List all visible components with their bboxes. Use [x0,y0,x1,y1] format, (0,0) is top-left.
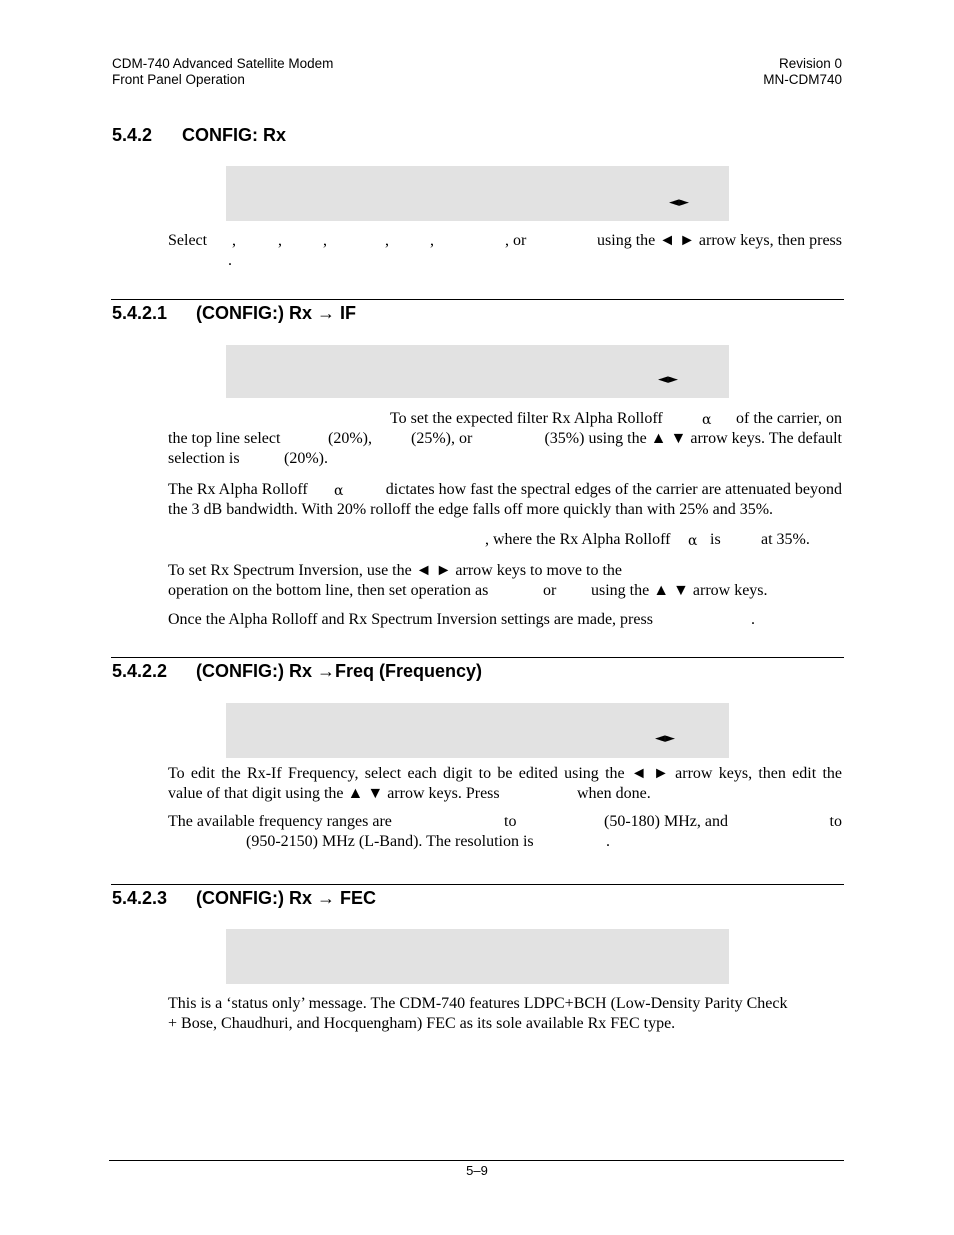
revision-label: Revision 0 [778,56,842,71]
section-heading-5-4-2 [112,125,286,146]
section-heading-5-4-2-1 [112,303,356,324]
section-divider [111,657,844,658]
section-divider [111,884,844,885]
paragraph: Select , , , , , , or using the ◄ ► arrow keys, then press . [168,232,842,269]
paragraph: To set Rx Spectrum Inversion, use the ◄ ► arrow keys to move to the operation on the bottom line, then set operation as or using the ▲ ▼ arrow keys. [168,562,768,599]
paragraph: To set the expected filter Rx Alpha Rolloff α of the carrier, on the top line select (20%), (25%), or (35%) using the ▲ ▼ arrow keys. The default selection is (20%). [168,410,842,467]
page-number: 5–9 [466,1163,488,1178]
left-right-arrows-icon: ◄► [655,731,675,746]
section-title: CONFIG: Rx [182,125,287,145]
section-number: 5.4.2.2 [112,661,168,681]
lcd-display [226,929,729,984]
section-divider [111,299,844,300]
lcd-display [226,703,729,758]
paragraph: The available frequency ranges are to (50-180) MHz, and to (950-2150) MHz (L-Band). The resolution is . [168,813,842,850]
paragraph: This is a ‘status only’ message. The CDM-740 features LDPC+BCH (Low-Density Parity Check + Bose, Chaudhuri, and Hocquengham) FEC as its sole available Rx FEC type. [168,995,788,1032]
alpha-symbol: α [702,412,712,428]
section-number: 5.4.2.1 [112,303,168,323]
section-title: (CONFIG:) Rx →Freq (Frequency) [196,661,483,681]
alpha-symbol: α [688,533,698,549]
section-title: (CONFIG:) Rx → FEC [196,888,376,908]
document-title: CDM-740 Advanced Satellite Modem [112,56,334,71]
paragraph: , where the Rx Alpha Rolloff α is at 35%. [485,531,810,549]
paragraph: To edit the Rx-If Frequency, select each digit to be edited using the ◄ ► arrow keys, then edit the value of that digit using the ▲ ▼ arrow keys. Press when done. [168,765,842,802]
section-title: (CONFIG:) Rx → IF [196,303,356,323]
section-number: 5.4.2.3 [112,888,168,908]
footer-divider [109,1160,844,1161]
lcd-display [226,345,729,398]
left-right-arrows-icon: ◄► [669,195,689,210]
lcd-display [226,166,729,221]
paragraph: The Rx Alpha Rolloff α dictates how fast the spectral edges of the carrier are attenuated beyond the 3 dB bandwidth. With 20% rolloff the edge falls off more quickly than with 25% and 35%. [168,481,842,518]
paragraph: Once the Alpha Rolloff and Rx Spectrum Inversion settings are made, press . [168,611,755,628]
left-right-arrows-icon: ◄► [658,372,678,387]
manual-number: MN-CDM740 [763,72,842,87]
section-heading-5-4-2-3 [112,888,376,909]
section-heading-5-4-2-2 [112,661,482,682]
alpha-symbol: α [334,483,344,499]
section-number: 5.4.2 [112,125,153,145]
chapter-title: Front Panel Operation [112,72,245,87]
header-right [763,56,842,88]
header-left [112,56,333,88]
